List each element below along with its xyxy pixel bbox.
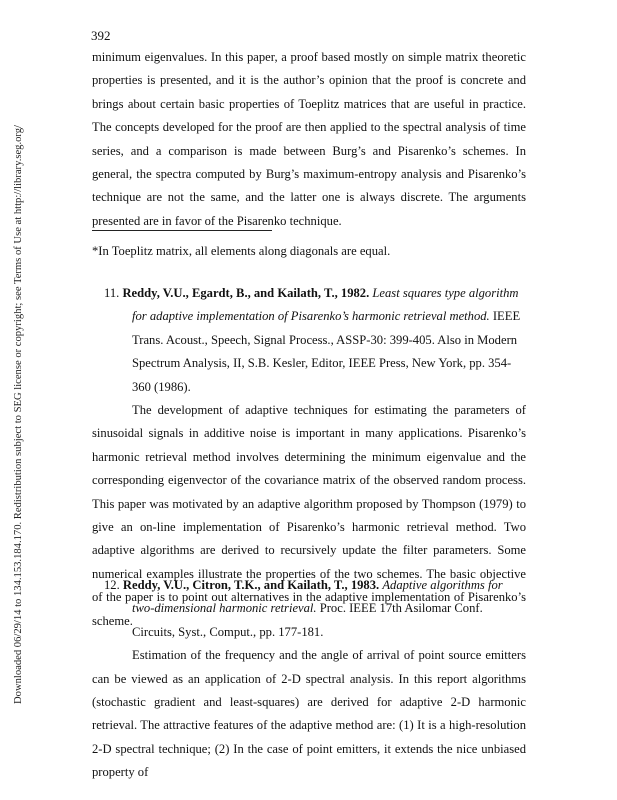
footnote: *In Toeplitz matrix, all elements along diagonals are equal. <box>92 244 391 258</box>
download-notice: Downloaded 06/29/14 to 134.153.184.170. Redistribution subject to SEG license or copyright; see Terms of Use at http://library.seg.org/ <box>13 125 24 704</box>
reference-title: Least squares type algorithm for adaptive implementation of Pisarenko’s harmonic retrieval method. <box>132 286 519 324</box>
page-number: 392 <box>91 28 111 43</box>
reference-authors: Reddy, V.U., Egardt, B., and Kailath, T., 1982. <box>122 286 370 300</box>
reference-source: IEEE Trans. Acoust., Speech, Signal Process., ASSP-30: 399-405. Also in Modern Spectrum Analysis, II, S.B. Kesler, Editor, IEEE Press, New York, pp. 354-360 (1986). <box>132 309 521 394</box>
reference-source: Proc. IEEE 17th Asilomar Conf. Circuits, Syst., Comput., pp. 177-181. <box>132 601 483 639</box>
reference-abstract: The development of adaptive techniques for estimating the parameters of sinusoidal signals in additive noise is important in many applications. Pisarenko’s harmonic retrieval method involves determining the minimum eigenvalue and the corresponding eigenvector of the covariance matrix of the observed random process. This paper was motivated by an adaptive algorithm proposed by Thompson (1979) to give an on-line implementation of Pisarenko’s harmonic retrieval method. Two adaptive algorithms are derived to recursively update the filter parameters. Some numerical examples illustrate the properties of the two schemes. The basic objective of the paper is to point out alternatives in the adaptive implementation of Pisarenko’s scheme. <box>92 403 526 628</box>
intro-paragraph: minimum eigenvalues. In this paper, a proof based mostly on simple matrix theoretic properties is presented, and it is the author’s opinion that the proof is concrete and brings about certain basic properties of Toeplitz matrices that are useful in practice. The concepts developed for the proof are then applied to the spectral analysis of time series, and a comparison is made between Burg’s and Pisarenko’s schemes. In general, the spectra computed by Burg’s maximum-entropy analysis and Pisarenko’s technique are not the same, and the latter one is always discrete. The arguments presented are in favor of the Pisarenko technique. <box>92 50 526 228</box>
footnote-divider <box>92 230 272 231</box>
reference-authors: Reddy, V.U., Citron, T.K., and Kailath, T., 1983. <box>122 578 380 592</box>
reference-citation <box>92 282 526 399</box>
reference-number: 12. <box>104 578 120 592</box>
reference-title: Adaptive algorithms for two-dimensional harmonic retrieval. <box>132 578 503 616</box>
reference-abstract: Estimation of the frequency and the angle of arrival of point source emitters can be viewed as an application of 2-D spectral analysis. In this report algorithms (stochastic gradient and least-squares) are derived for adaptive 2-D harmonic retrieval. The attractive features of the adaptive method are: (1) It is a high-resolution 2-D spectral technique; (2) In the case of point emitters, it extends the nice unbiased property of <box>92 648 526 780</box>
reference-citation <box>92 574 526 644</box>
reference-number: 11. <box>104 286 120 300</box>
reference-entry <box>92 574 526 785</box>
